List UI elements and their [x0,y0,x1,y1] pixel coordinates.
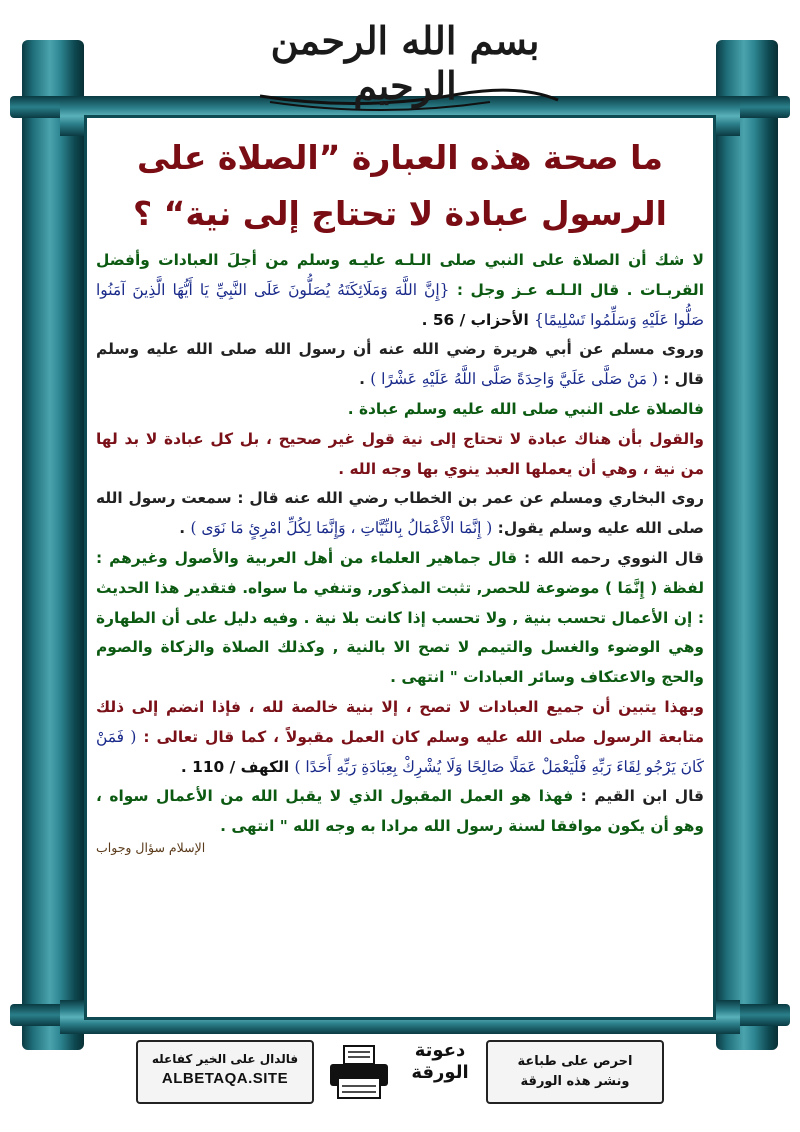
footer-print-line-2: ونشر هذه الورقة [520,1074,630,1089]
hadith-niyyat: ( إِنَّمَا الْأَعْمَالُ بِالنِّيَّاتِ ، وَإِنَّمَا لِكُلِّ امْرِئٍ مَا نَوَى ) [190,519,493,538]
logo-line-1: دعوتة [414,1040,466,1061]
paragraph-5-end: . [179,519,191,538]
title-line-2: الرسول عبادة لا تحتاج إلى نية“ ؟ [133,194,667,233]
logo-line-2: الورقة [411,1062,469,1083]
paragraph-3: فالصلاة على النبي صلى الله عليه وسلم عبادة . [347,399,704,418]
paragraph-8 [96,782,704,842]
paragraph-1 [96,246,704,335]
title-line-1: ما صحة هذه العبارة ”الصلاة على [137,138,663,177]
article [96,130,704,855]
hadith-salah: ( مَنْ صَلَّى عَلَيَّ وَاحِدَةً صَلَّى اللَّهُ عَلَيْهِ عَشْرًا ) [370,370,658,389]
paragraph-7-text: وبهذا يتبين أن جميع العبادات لا تصح ، إلا بنية خالصة لله ، فإذا انضم إلى ذلك متابعة الرسول صلى الله عليه وسلم كان العمل مقبولاً ، كما قال تعالى : [96,697,704,746]
footer-print-box [486,1040,664,1104]
footer-site-link[interactable]: ALBETAQA.SITE [161,1070,289,1087]
source-credit: الإسلام سؤال وجواب [96,839,206,855]
verse-reference-ahzab: الأحزاب / 56 . [421,310,535,329]
paragraph-2 [96,335,704,395]
quran-verse-ahzab: {إِنَّ اللَّهَ وَمَلَائِكَتَهُ يُصَلُّونَ عَلَى النَّبِيِّ يَا أَيُّهَا الَّذِينَ آمَنُوا صَلُّوا عَلَيْهِ وَسَلِّمُوا تَسْلِيمًا} [96,280,704,329]
right-pillar [716,40,778,1050]
ibn-qayyim-intro: قال ابن القيم : [573,787,705,806]
paragraph-7 [96,693,704,782]
footer [108,1040,692,1110]
page-title [96,130,704,242]
paragraph-1-text: لا شك أن الصلاة على النبي صلى الـلـه عليـه وسلم من أجلَ العبادات وأفضل القربـات . قال الـلـه عـز وجل : [96,251,704,299]
quran-verse-kahf: ( فَمَنْ كَانَ يَرْجُو لِقَاءَ رَبِّهِ فَلْيَعْمَلْ عَمَلًا صَالِحًا وَلَا يُشْرِكْ بِعِبَادَةِ رَبِّهِ أَحَدًا ) [96,727,704,776]
paragraph-5 [96,484,704,544]
nawawi-intro: قال النووي رحمه الله : [517,548,704,567]
paragraph-2-text: وروى مسلم عن أبي هريرة رضي الله عنه أن رسول الله صلى الله عليه وسلم قال : [96,340,704,389]
nawawi-quote: قال جماهير العلماء من أهل العربية والأصول وغيرهم : لفظة ( إِنَّمَا ) موضوعة للحصر, تثبت المذكور, وتنفي ما سواه. فتقدير هذا الحديث : إن الأعمال تحسب بنية , ولا تحسب إذا كانت بلا نية . وفيه دليل على أن الطهارة وهي الوضوء والغسل والتيمم لا تصح الا بالنية , وكذلك الصلاة والزكاة والصوم والحج والاعتكاف وسائر العبادات " انتهى . [96,548,704,687]
verse-reference-kahf: الكهف / 110 . [180,757,295,776]
daawa-paper-logo [400,1040,480,1106]
footer-proverb: فالدال على الخير كفاعله [151,1052,299,1066]
bismillah-banner [240,8,570,112]
paragraph-2-end: . [359,370,371,389]
ibn-qayyim-quote: فهذا هو العمل المقبول الذي لا يقبل الله من الأعمال سواه ، وهو أن يكون موافقا لسنة رسول الله مرادا به وجه الله " انتهى . [96,787,704,836]
left-pillar [22,40,84,1050]
paragraph-6 [96,544,704,693]
footer-print-line-1: احرص على طباعة [517,1054,633,1069]
bismillah-text: بسم الله الرحمن الرحيم [270,18,540,108]
footer-site-box [136,1040,314,1104]
paragraph-4: والقول بأن هناك عبادة لا تحتاج إلى نية قول غير صحيح ، بل كل عبادة لا بد لها من نية ، وهي أن يعملها العبد ينوي بها وجه الله . [96,429,704,478]
paragraph-5-text: روى البخاري ومسلم عن عمر بن الخطاب رضي الله عنه قال : سمعت رسول الله صلى الله عليه وسلم يقول: [96,489,704,538]
printer-icon [324,1044,394,1102]
